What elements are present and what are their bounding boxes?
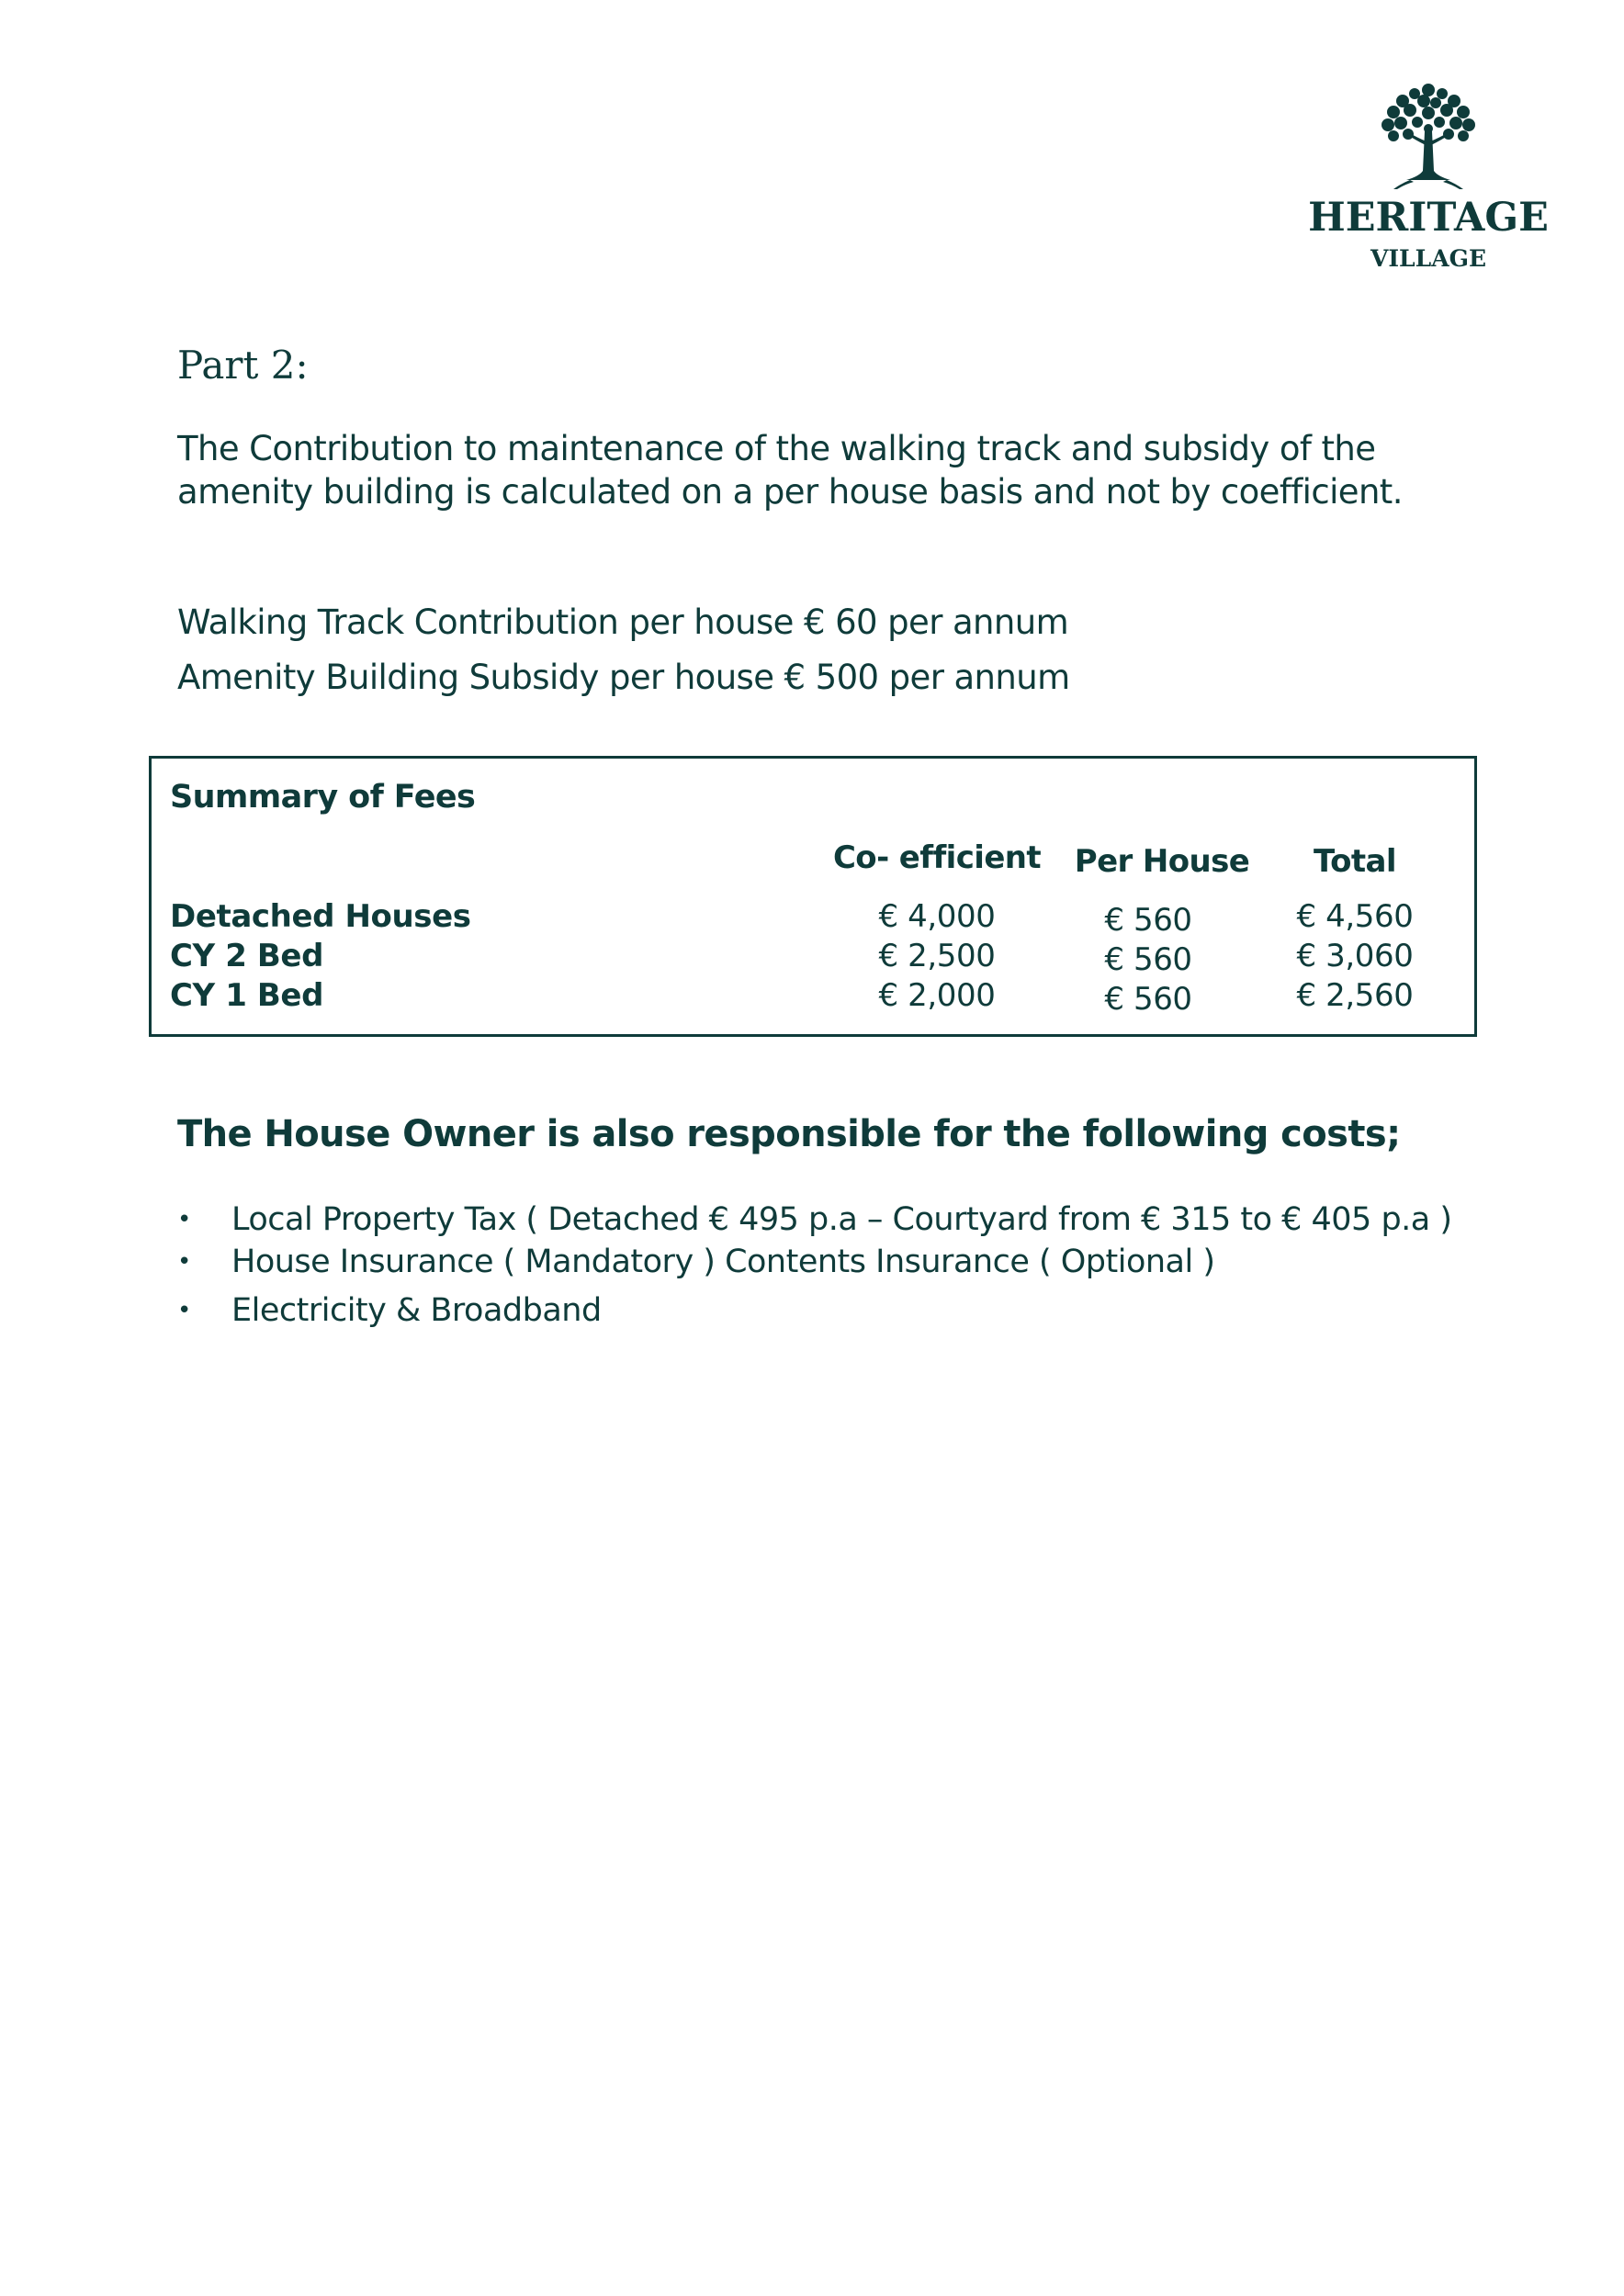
intro-paragraph: The Contribution to maintenance of the walking track and subsidy of the amenity building is calculated on a per house basis and not by coefficient. — [177, 429, 1403, 512]
fees-title: Summary of Fees — [170, 779, 476, 816]
heritage-village-logo — [1304, 81, 1552, 270]
list-item — [177, 1289, 1452, 1332]
list-item-text: Electricity & Broadband — [231, 1292, 602, 1329]
owner-costs-heading: The House Owner is also responsible for the following costs; — [177, 1113, 1401, 1155]
fee-row-per-house: € 560 — [1104, 941, 1192, 978]
logo-subtitle: VILLAGE — [1370, 245, 1487, 272]
fee-row-name: Detached Houses — [170, 898, 471, 935]
logo-name: HERITAGE — [1308, 195, 1549, 241]
fee-row-total: € 2,560 — [1296, 977, 1414, 1014]
owner-costs-list — [177, 1199, 1452, 1332]
fee-row-per-house: € 560 — [1104, 902, 1192, 939]
bullet-icon: • — [177, 1297, 191, 1324]
fee-row-total: € 3,060 — [1296, 938, 1414, 974]
fee-row — [152, 938, 1474, 977]
list-item — [177, 1199, 1452, 1241]
walking-track-contribution: Walking Track Contribution per house € 60 per annum — [177, 602, 1069, 642]
amenity-building-subsidy: Amenity Building Subsidy per house € 500 per annum — [177, 658, 1070, 697]
fee-row-name: CY 2 Bed — [170, 938, 324, 974]
fee-row — [152, 977, 1474, 1017]
fee-row-coefficient: € 4,000 — [878, 898, 996, 935]
tree-icon — [1373, 81, 1483, 191]
fee-row-total: € 4,560 — [1296, 898, 1414, 935]
list-item-text: Local Property Tax ( Detached € 495 p.a – Courtyard from € 315 to € 405 p.a ) — [231, 1201, 1452, 1238]
summary-of-fees-box — [149, 756, 1477, 1037]
list-item — [177, 1241, 1452, 1283]
fee-row — [152, 898, 1474, 938]
fee-row-name: CY 1 Bed — [170, 977, 324, 1014]
list-item-text: House Insurance ( Mandatory ) Contents Insurance ( Optional ) — [231, 1244, 1215, 1280]
per-house-header: Per House — [1074, 843, 1250, 880]
fee-row-coefficient: € 2,000 — [878, 977, 996, 1014]
bullet-icon: • — [177, 1248, 191, 1276]
fee-row-coefficient: € 2,500 — [878, 938, 996, 974]
bullet-icon: • — [177, 1206, 191, 1233]
coefficient-header: Co- efficient — [832, 839, 1042, 876]
total-header: Total — [1314, 843, 1396, 880]
part-heading: Part 2: — [177, 343, 309, 388]
fee-row-per-house: € 560 — [1104, 981, 1192, 1018]
